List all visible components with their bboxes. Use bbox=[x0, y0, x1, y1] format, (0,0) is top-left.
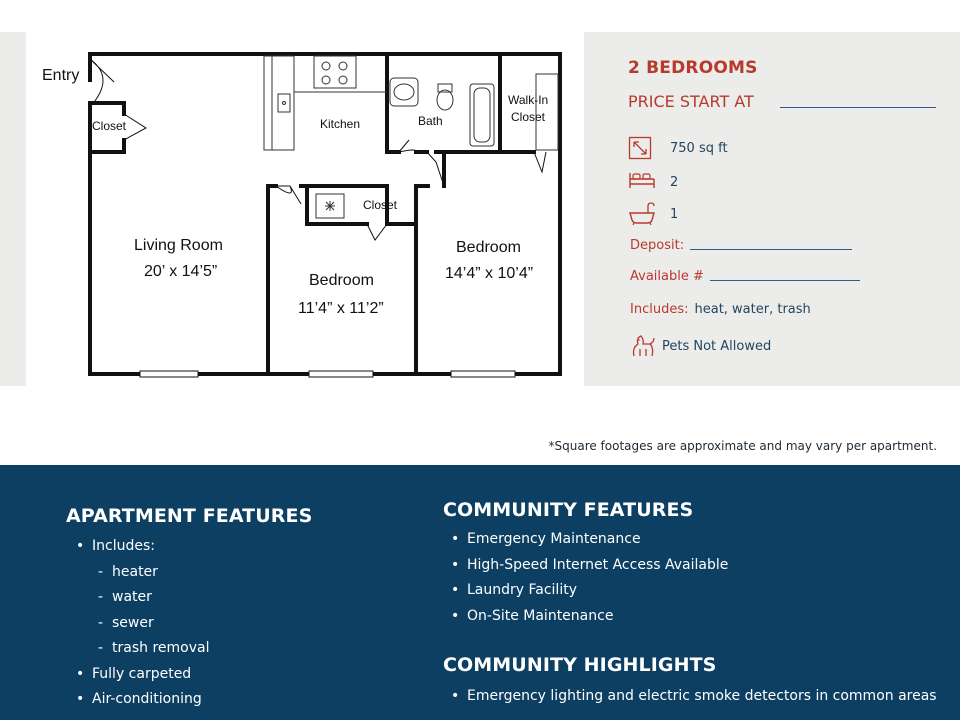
label-entry: Entry bbox=[42, 67, 80, 84]
available-row bbox=[630, 269, 860, 284]
bullet-icon: • bbox=[451, 688, 460, 704]
list-item: • Fully carpeted bbox=[76, 662, 209, 688]
label-bedroom-1-dim: 11’4” x 11’2” bbox=[298, 300, 384, 317]
pet-paw-icon bbox=[630, 334, 656, 358]
community-features-list bbox=[451, 527, 728, 629]
community-highlights-list bbox=[451, 684, 937, 710]
deposit-blank-line bbox=[690, 249, 852, 250]
label-closet-hall: Closet bbox=[363, 198, 398, 212]
label-walkin-1: Walk-In bbox=[508, 93, 549, 107]
left-margin-band bbox=[0, 32, 26, 386]
label-bedroom-1: Bedroom bbox=[309, 272, 374, 289]
price-label: PRICE START AT bbox=[628, 92, 754, 111]
bullet-icon: • bbox=[76, 691, 85, 707]
apartment-features-heading: APARTMENT FEATURES bbox=[66, 505, 313, 527]
sqft-value: 750 sq ft bbox=[670, 140, 728, 156]
available-label: Available # bbox=[630, 269, 704, 284]
baths-row bbox=[628, 202, 679, 226]
sqft-disclaimer: *Square footages are approximate and may vary per apartment. bbox=[548, 439, 937, 453]
label-closet-left: Closet bbox=[92, 119, 127, 133]
includes-label: Includes: bbox=[630, 302, 689, 317]
bed-icon bbox=[628, 170, 654, 194]
beds-row bbox=[628, 170, 679, 194]
label-bedroom-2: Bedroom bbox=[456, 239, 521, 256]
sqft-row bbox=[628, 136, 728, 160]
unit-info-panel bbox=[584, 32, 960, 386]
list-item: - heater bbox=[98, 563, 158, 580]
list-item: • Emergency lighting and electric smoke detectors in common areas bbox=[451, 684, 937, 710]
label-bath: Bath bbox=[418, 114, 443, 128]
beds-value: 2 bbox=[670, 174, 679, 190]
available-blank-line bbox=[710, 280, 860, 281]
bullet-icon: • bbox=[451, 607, 460, 624]
includes-value: heat, water, trash bbox=[694, 302, 811, 317]
expand-arrows-icon bbox=[628, 136, 654, 160]
list-item: - water bbox=[98, 589, 152, 605]
community-highlights-heading: COMMUNITY HIGHLIGHTS bbox=[443, 654, 717, 676]
deposit-row bbox=[630, 238, 852, 253]
bullet-icon: • bbox=[451, 582, 460, 598]
floor-plan bbox=[26, 32, 584, 386]
list-item: - trash removal bbox=[98, 640, 210, 656]
list-item: - sewer bbox=[98, 614, 154, 631]
community-features-heading: COMMUNITY FEATURES bbox=[443, 499, 694, 521]
price-blank-line bbox=[780, 107, 936, 108]
unit-title: 2 BEDROOMS bbox=[628, 58, 758, 78]
label-bedroom-2-dim: 14’4” x 10’4” bbox=[445, 265, 534, 282]
bullet-icon: • bbox=[451, 556, 460, 573]
list-item: • Laundry Facility bbox=[451, 578, 728, 604]
pets-row bbox=[630, 334, 771, 358]
label-kitchen: Kitchen bbox=[320, 117, 361, 131]
apartment-features-list bbox=[76, 534, 209, 713]
bullet-icon: • bbox=[76, 665, 85, 682]
label-walkin-2: Closet bbox=[511, 110, 546, 124]
list-item: • Air-conditioning bbox=[76, 687, 209, 713]
bathtub-icon bbox=[628, 202, 654, 226]
label-living-room: Living Room bbox=[134, 237, 223, 254]
deposit-label: Deposit: bbox=[630, 238, 685, 253]
features-band bbox=[0, 465, 960, 720]
list-item: • High-Speed Internet Access Available bbox=[451, 553, 728, 579]
bullet-icon: • bbox=[76, 538, 85, 554]
bullet-icon: • bbox=[451, 531, 460, 547]
pets-value: Pets Not Allowed bbox=[662, 338, 772, 354]
list-item: • Includes: bbox=[76, 534, 209, 560]
list-item: • Emergency Maintenance bbox=[451, 527, 728, 553]
list-item: • On-Site Maintenance bbox=[451, 604, 728, 630]
baths-value: 1 bbox=[670, 206, 679, 222]
label-living-room-dim: 20’ x 14’5” bbox=[144, 263, 218, 280]
includes-row bbox=[630, 302, 811, 317]
